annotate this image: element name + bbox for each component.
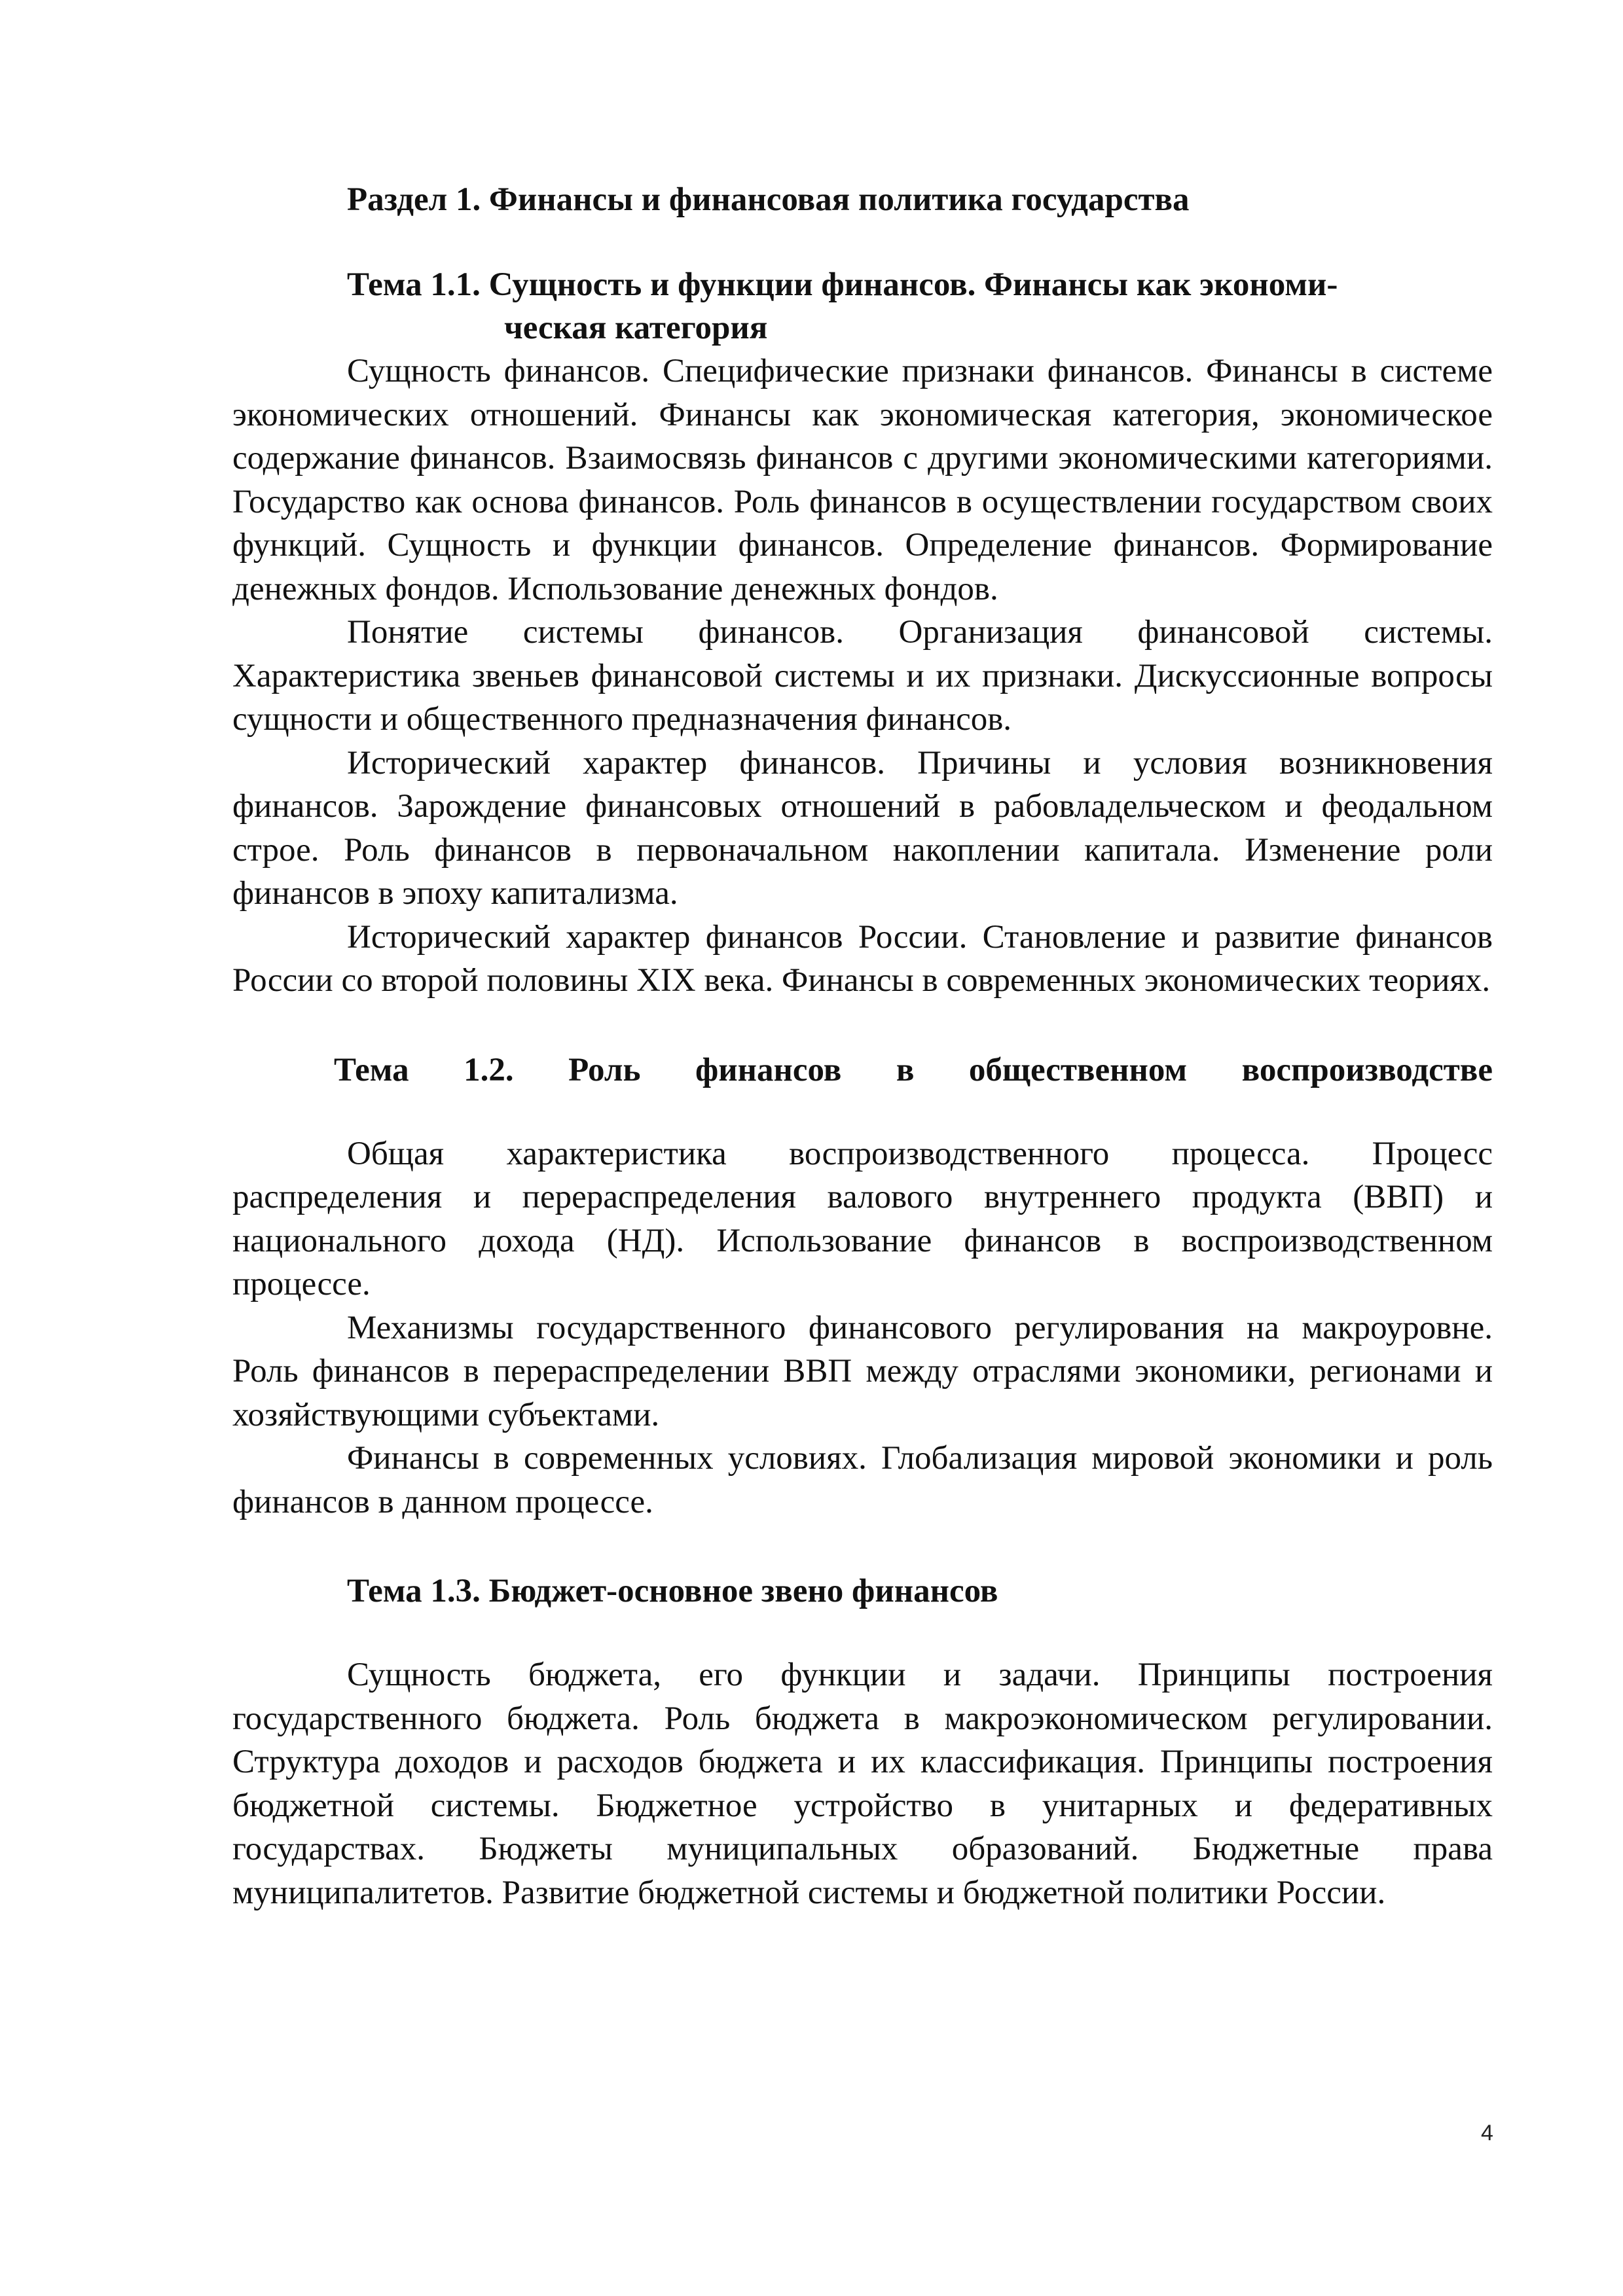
paragraph: Сущность бюджета, его функции и задачи. Принципы построения государственного бюджета. Роль бюджета в макроэкономическом регулировании. Структура доходов и расходов бюджета и их классификация. Принципы построения бюджетной системы. Бюджетное устройство в унитарных и федеративных государствах. Бюджеты муниципальных образований. Бюджетные права муниципалитетов. Развитие бюджетной системы и бюджетной политики России. xyxy=(232,1657,1493,1911)
spacer xyxy=(232,1092,1493,1132)
paragraph: Механизмы государственного финансового регулирования на макроуровне. Роль финансов в перераспределении ВВП между отраслями экономики, регионами и хозяйствующими субъектами. xyxy=(232,1309,1493,1433)
page-number: 4 xyxy=(1481,2121,1493,2145)
topic-1-2-title: Тема 1.2. Роль финансов в общественном воспроизводстве xyxy=(334,1051,1493,1088)
paragraph: Понятие системы финансов. Организация финансовой системы. Характеристика звеньев финансовой системы и их признаки. Дискуссионные вопросы сущности и общественного предназначения финансов. xyxy=(232,614,1493,738)
paragraph: Финансы в современных условиях. Глобализация мировой экономики и роль финансов в данном процессе. xyxy=(232,1440,1493,1520)
paragraph: Сущность финансов. Специфические признаки финансов. Финансы в системе экономических отношений. Финансы как экономическая категория, экономическое содержание финансов. Взаимосвязь финансов с другими экономическими категориями. Государство как основа финансов. Роль финансов в осуществлении государством своих функций. Сущность и функции финансов. Определение финансов. Формирование денежных фондов. Использование денежных фондов. xyxy=(232,353,1493,607)
topic-1-2 xyxy=(232,1049,1493,1524)
spacer xyxy=(232,1003,1493,1049)
topic-1-1-title-line2: ческая категория xyxy=(504,310,768,346)
section-title: Раздел 1. Финансы и финансовая политика государства xyxy=(347,181,1190,218)
topic-1-1 xyxy=(232,263,1493,1003)
topic-1-3-title: Тема 1.3. Бюджет-основное звено финансов xyxy=(347,1573,998,1609)
topic-1-1-title-line1: Тема 1.1. Сущность и функции финансов. Финансы как экономи- xyxy=(347,266,1338,303)
topic-1-3 xyxy=(232,1570,1493,1914)
paragraph: Исторический характер финансов. Причины и условия возникновения финансов. Зарождение финансовых отношений в рабовладельческом и феодальном строе. Роль финансов в первоначальном накоплении капитала. Изменение роли финансов в эпоху капитализма. xyxy=(232,744,1493,912)
paragraph: Общая характеристика воспроизводственного процесса. Процесс распределения и перераспределения валового внутреннего продукта (ВВП) и национального дохода (НД). Использование финансов в воспроизводственном процессе. xyxy=(232,1135,1493,1302)
spacer xyxy=(232,1524,1493,1570)
document-page xyxy=(232,177,1493,1914)
paragraph: Исторический характер финансов России. Становление и развитие финансов России со второй половины XIX века. Финансы в современных экономических теориях. xyxy=(232,918,1493,999)
spacer xyxy=(232,1613,1493,1653)
topic-1-1-title xyxy=(232,263,1493,350)
